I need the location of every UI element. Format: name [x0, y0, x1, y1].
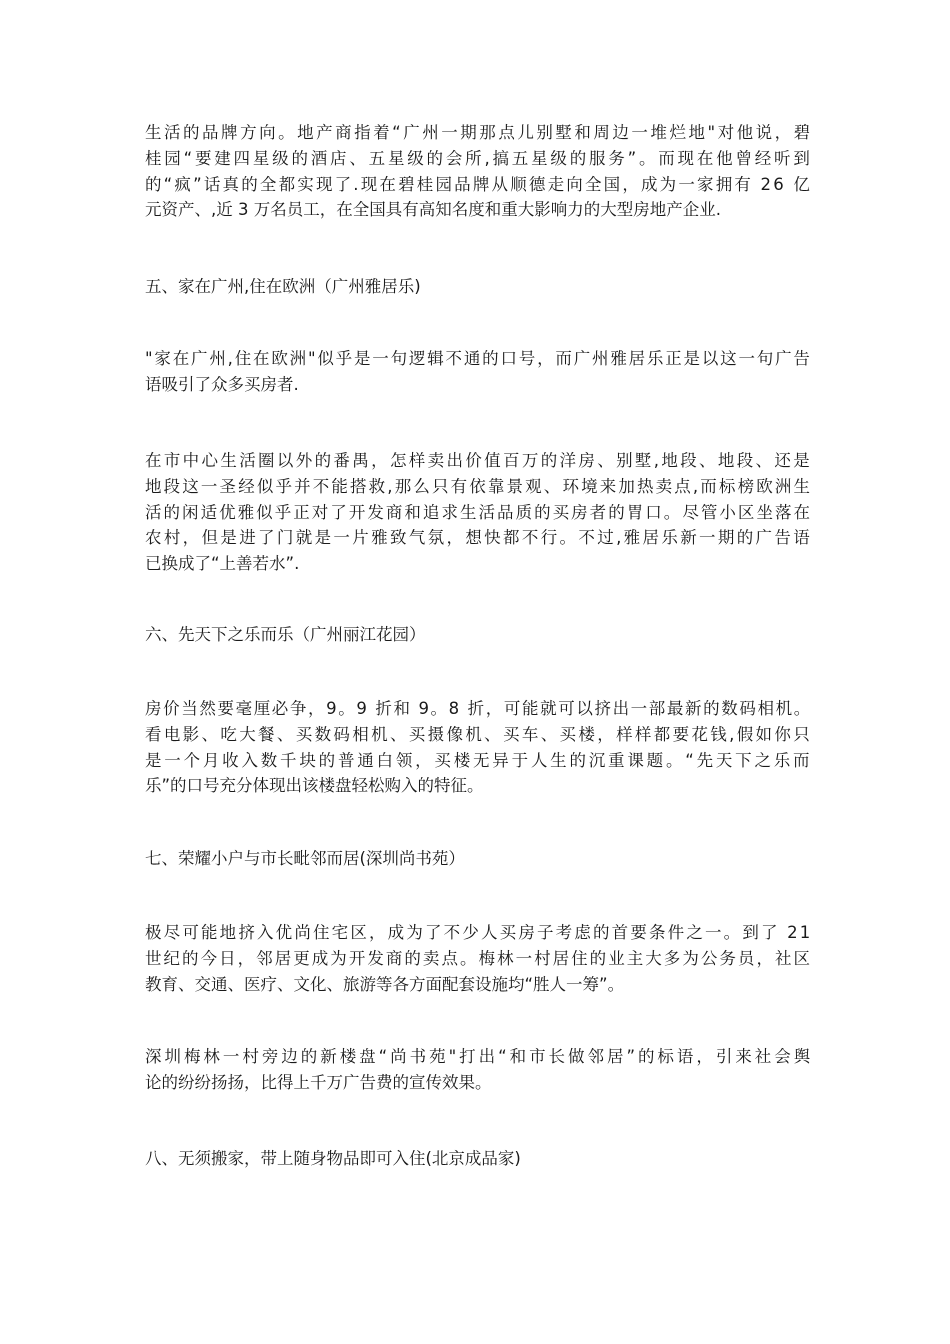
paragraph-shangshuyuan-neighbors	[145, 920, 813, 997]
text-line: 是一个月收入数千块的普通白领，买楼无异于人生的沉重课题。“先天下之乐而	[145, 750, 813, 770]
text-line: 的“疯”话真的全都实现了.现在碧桂园品牌从顺德走向全国，成为一家拥有 26 亿	[145, 174, 813, 194]
section-heading-5	[145, 274, 810, 300]
paragraph-lijiang-price	[145, 696, 813, 799]
text-line: 在市中心生活圈以外的番禺，怎样卖出价值百万的洋房、别墅,地段、地段、还是	[145, 451, 813, 470]
heading-text: 六、先天下之乐而乐（广州丽江花园）	[145, 625, 426, 644]
text-line: 活的闲适优雅似乎正对了开发商和追求生活品质的买房者的胃口。尽管小区坐落在	[145, 502, 813, 522]
text-line: 乐”的口号充分体现出该楼盘轻松购入的特征。	[145, 776, 484, 796]
paragraph-bgy-brand	[145, 120, 813, 223]
section-heading-6	[145, 622, 810, 648]
paragraph-yajule-slogan	[145, 346, 810, 398]
text-line: 深圳梅林一村旁边的新楼盘“尚书苑"打出“和市长做邻居”的标语，引来社会舆	[145, 1047, 814, 1066]
section-heading-8	[145, 1146, 810, 1172]
text-line: 房价当然要毫厘必争，9。9 折和 9。8 折，可能就可以挤出一部最新的数码相机。	[145, 699, 812, 718]
text-line: 农村，但是进了门就是一片雅致气氛，想快都不行。不过,雅居乐新一期的广告语	[145, 528, 813, 548]
heading-text: 八、无须搬家，带上随身物品即可入住(北京成品家)	[145, 1149, 521, 1168]
text-line: 世纪的今日，邻居更成为开发商的卖点。梅林一村居住的业主大多为公务员，社区	[145, 948, 813, 968]
text-line: "家在广州,住在欧洲"似乎是一句逻辑不通的口号，而广州雅居乐正是以这一句广告	[145, 349, 812, 368]
text-line: 语吸引了众多买房者.	[145, 374, 299, 394]
paragraph-yajule-panyu	[145, 448, 813, 577]
text-line: 极尽可能地挤入优尚住宅区，成为了不少人买房子考虑的首要条件之一。到了 21	[145, 923, 813, 942]
text-line: 已换成了“上善若水”.	[145, 554, 300, 574]
heading-text: 五、家在广州,住在欧洲（广州雅居乐)	[145, 277, 421, 296]
text-line: 看电影、吃大餐、买数码相机、买摄像机、买车、买楼，样样都要花钱,假如你只	[145, 724, 813, 744]
text-line: 元资产、,近 3 万名员工，在全国具有高知名度和重大影响力的大型房地产企业.	[145, 200, 721, 220]
text-line: 生活的品牌方向。地产商指着“广州一期那点儿别墅和周边一堆烂地"对他说，碧	[145, 123, 813, 142]
text-line: 地段这一圣经似乎并不能搭救,那么只有依靠景观、环境来加热卖点,而标榜欧洲生	[145, 476, 813, 496]
text-line: 论的纷纷扬扬，比得上千万广告费的宣传效果。	[145, 1072, 492, 1092]
text-line: 桂园“要建四星级的酒店、五星级的会所,搞五星级的服务”。而现在他曾经听到	[145, 148, 813, 168]
paragraph-shangshuyuan-slogan	[145, 1044, 814, 1096]
heading-text: 七、荣耀小户与市长毗邻而居(深圳尚书苑）	[145, 849, 465, 868]
section-heading-7	[145, 846, 810, 872]
text-line: 教育、交通、医疗、文化、旅游等各方面配套设施均“胜人一筹”。	[145, 974, 625, 994]
